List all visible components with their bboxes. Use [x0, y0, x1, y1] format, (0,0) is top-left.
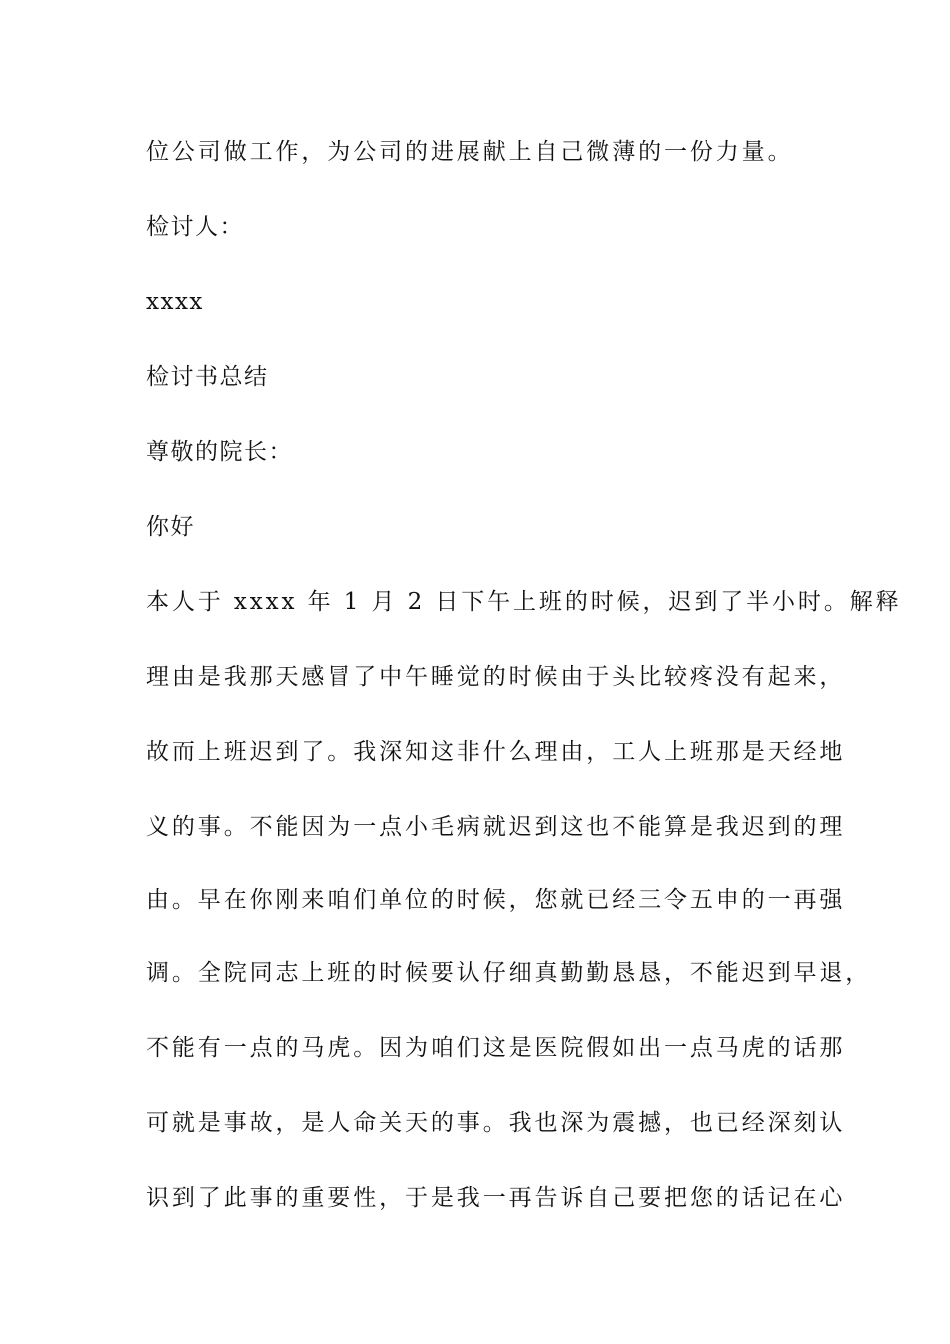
body-line-2: 理由是我那天感冒了中午睡觉的时候由于头比较疼没有起来，: [146, 664, 846, 690]
body-line-6: 调。全院同志上班的时候要认仔细真勤勤恳恳，不能迟到早退，: [146, 960, 872, 986]
greeting: 你好: [146, 514, 195, 540]
body-line-5: 由。早在你刚来咱们单位的时候，您就已经三令五申的一再强: [146, 887, 846, 913]
body-line-3: 故而上班迟到了。我深知这非什么理由，工人上班那是天经地: [146, 739, 846, 765]
text-line-1: 位公司做工作，为公司的进展献上自己微薄的一份力量。: [146, 139, 794, 165]
body-line-8: 可就是事故，是人命关天的事。我也深为震撼，也已经深刻认: [146, 1110, 846, 1136]
signer-label: 检讨人：: [146, 214, 244, 240]
body-line-4: 义的事。不能因为一点小毛病就迟到这也不能算是我迟到的理: [146, 814, 846, 840]
body-line-7: 不能有一点的马虎。因为咱们这是医院假如出一点马虎的话那: [146, 1035, 846, 1061]
body-line-1: 本人于 xxxx 年 1 月 2 日下午上班的时候，迟到了半小时。解释: [146, 589, 902, 615]
body-line-9: 识到了此事的重要性，于是我一再告诉自己要把您的话记在心: [146, 1185, 846, 1211]
salutation: 尊敬的院长：: [146, 439, 293, 465]
section-title: 检讨书总结: [146, 364, 269, 390]
signer-name: xxxx: [146, 289, 204, 315]
